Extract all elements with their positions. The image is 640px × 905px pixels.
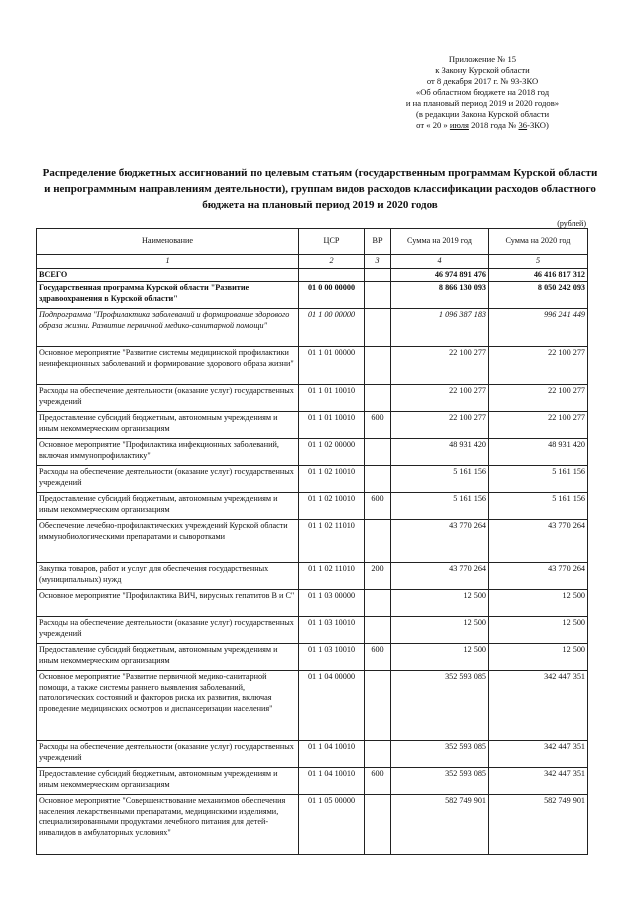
row-sum-2020: 996 241 449 xyxy=(489,309,588,347)
appendix-date-suffix: -ЗКО) xyxy=(527,120,549,130)
header-vr: ВР xyxy=(365,229,391,255)
row-name: Предоставление субсидий бюджетным, автономным учреждениям и иным некоммерческим организациям xyxy=(37,412,299,439)
appendix-line-6: (в редакции Закона Курской области xyxy=(415,109,550,119)
row-name: Расходы на обеспечение деятельности (оказание услуг) государственных учреждений xyxy=(37,617,299,644)
table-row xyxy=(37,493,588,520)
table-row xyxy=(37,795,588,855)
row-sum-2020: 46 416 817 312 xyxy=(489,268,588,282)
row-name: Основное мероприятие "Развитие первичной медико-санитарной помощи, а также системы раннего выявления заболеваний, патологических состояний и факторов риска их развития, включая проведение медицинских осмотров и диспансеризации населения" xyxy=(37,671,299,741)
row-vr xyxy=(365,309,391,347)
row-csr: 01 1 00 00000 xyxy=(299,309,365,347)
row-sum-2019: 46 974 891 476 xyxy=(391,268,489,282)
appendix-line-5: и на плановый период 2019 и 2020 годов» xyxy=(405,98,560,108)
units-label: (рублей) xyxy=(557,219,586,228)
row-name: Основное мероприятие "Профилактика ВИЧ, вирусных гепатитов В и С" xyxy=(37,590,299,617)
row-sum-2020: 22 100 277 xyxy=(489,412,588,439)
header-csr: ЦСР xyxy=(299,229,365,255)
row-csr: 01 1 03 10010 xyxy=(299,617,365,644)
table-row xyxy=(37,671,588,741)
appendix-line-1: Приложение № 15 xyxy=(448,54,517,64)
row-sum-2019: 5 161 156 xyxy=(391,493,489,520)
table-row xyxy=(37,520,588,563)
row-sum-2019: 352 593 085 xyxy=(391,671,489,741)
row-sum-2019: 352 593 085 xyxy=(391,768,489,795)
row-name: Основное мероприятие "Совершенствование механизмов обеспечения населения лекарственными препаратами, медицинскими изделиями, специализированными продуктами лечебного питания для детей-инвалидов в амбулаторных условиях" xyxy=(37,795,299,855)
row-vr xyxy=(365,617,391,644)
row-csr: 01 1 01 10010 xyxy=(299,412,365,439)
row-sum-2020: 48 931 420 xyxy=(489,439,588,466)
row-csr: 01 1 01 00000 xyxy=(299,347,365,385)
table-row xyxy=(37,563,588,590)
document-title: Распределение бюджетных ассигнований по целевым статьям (государственным программам Курской области и непрограммным направлениям деятельности), группам видов расходов классификации расходов областного бюджета на плановый период 2019 и 2020 годов xyxy=(42,167,598,211)
appendix-date-mid: 2018 года № xyxy=(471,120,517,130)
table-header-row xyxy=(37,229,588,255)
row-sum-2019: 48 931 420 xyxy=(391,439,489,466)
table-row xyxy=(37,644,588,671)
appendix-block xyxy=(380,54,585,131)
row-vr xyxy=(365,741,391,768)
row-sum-2019: 22 100 277 xyxy=(391,412,489,439)
row-csr: 01 1 03 00000 xyxy=(299,590,365,617)
appendix-line-3: от 8 декабря 2017 г. № 93-ЗКО xyxy=(426,76,539,86)
row-vr xyxy=(365,268,391,282)
appendix-date-prefix: от « 20 » xyxy=(416,120,448,130)
row-vr: 600 xyxy=(365,493,391,520)
row-sum-2019: 352 593 085 xyxy=(391,741,489,768)
row-sum-2020: 22 100 277 xyxy=(489,385,588,412)
row-name: Предоставление субсидий бюджетным, автономным учреждениям и иным некоммерческим организациям xyxy=(37,768,299,795)
row-csr: 01 1 04 00000 xyxy=(299,671,365,741)
column-number: 1 xyxy=(37,255,299,269)
row-name: Предоставление субсидий бюджетным, автономным учреждениям и иным некоммерческим организациям xyxy=(37,493,299,520)
row-name: ВСЕГО xyxy=(37,268,299,282)
row-name: Расходы на обеспечение деятельности (оказание услуг) государственных учреждений xyxy=(37,385,299,412)
row-vr: 200 xyxy=(365,563,391,590)
table-row xyxy=(37,347,588,385)
row-vr xyxy=(365,385,391,412)
row-sum-2019: 12 500 xyxy=(391,590,489,617)
row-csr: 01 1 02 11010 xyxy=(299,563,365,590)
table-row xyxy=(37,385,588,412)
row-sum-2019: 582 749 901 xyxy=(391,795,489,855)
row-sum-2020: 43 770 264 xyxy=(489,563,588,590)
table-row xyxy=(37,268,588,282)
row-csr: 01 1 04 10010 xyxy=(299,768,365,795)
row-sum-2020: 8 050 242 093 xyxy=(489,282,588,309)
row-name: Закупка товаров, работ и услуг для обеспечения государственных (муниципальных) нужд xyxy=(37,563,299,590)
row-sum-2020: 5 161 156 xyxy=(489,493,588,520)
row-name: Основное мероприятие "Профилактика инфекционных заболеваний, включая иммунопрофилактику" xyxy=(37,439,299,466)
row-sum-2019: 5 161 156 xyxy=(391,466,489,493)
row-sum-2020: 12 500 xyxy=(489,617,588,644)
row-sum-2019: 43 770 264 xyxy=(391,520,489,563)
row-sum-2020: 342 447 351 xyxy=(489,768,588,795)
row-csr: 01 1 04 10010 xyxy=(299,741,365,768)
table-row xyxy=(37,412,588,439)
row-sum-2019: 43 770 264 xyxy=(391,563,489,590)
row-sum-2019: 22 100 277 xyxy=(391,347,489,385)
row-name: Основное мероприятие "Развитие системы медицинской профилактики неинфекционных заболеваний и формирование здорового образа жизни" xyxy=(37,347,299,385)
row-vr xyxy=(365,439,391,466)
budget-table xyxy=(36,228,588,855)
table-row xyxy=(37,741,588,768)
row-csr xyxy=(299,268,365,282)
appendix-line-2: к Закону Курской области xyxy=(435,65,530,75)
row-csr: 01 1 02 10010 xyxy=(299,493,365,520)
table-row xyxy=(37,590,588,617)
row-sum-2019: 12 500 xyxy=(391,644,489,671)
appendix-month: июля xyxy=(449,120,469,130)
row-vr xyxy=(365,520,391,563)
table-row xyxy=(37,439,588,466)
row-csr: 01 1 05 00000 xyxy=(299,795,365,855)
table-row xyxy=(37,768,588,795)
row-vr: 600 xyxy=(365,412,391,439)
table-row xyxy=(37,282,588,309)
column-number: 5 xyxy=(489,255,588,269)
table-row xyxy=(37,309,588,347)
row-vr xyxy=(365,590,391,617)
row-vr xyxy=(365,282,391,309)
appendix-law-number: 36 xyxy=(518,120,528,130)
row-name: Расходы на обеспечение деятельности (оказание услуг) государственных учреждений xyxy=(37,741,299,768)
row-sum-2020: 12 500 xyxy=(489,590,588,617)
row-sum-2020: 582 749 901 xyxy=(489,795,588,855)
row-sum-2020: 43 770 264 xyxy=(489,520,588,563)
row-sum-2019: 1 096 387 183 xyxy=(391,309,489,347)
row-vr xyxy=(365,466,391,493)
row-sum-2020: 342 447 351 xyxy=(489,741,588,768)
row-vr xyxy=(365,671,391,741)
row-name: Подпрограмма "Профилактика заболеваний и формирование здорового образа жизни. Развитие первичной медико-санитарной помощи" xyxy=(37,309,299,347)
column-number: 2 xyxy=(299,255,365,269)
row-vr: 600 xyxy=(365,644,391,671)
row-vr: 600 xyxy=(365,768,391,795)
row-name: Обеспечение лечебно-профилактических учреждений Курской области иммунобиологическими препаратами и сыворотками xyxy=(37,520,299,563)
row-csr: 01 1 03 10010 xyxy=(299,644,365,671)
row-sum-2020: 22 100 277 xyxy=(489,347,588,385)
row-vr xyxy=(365,347,391,385)
column-number: 3 xyxy=(365,255,391,269)
row-csr: 01 0 00 00000 xyxy=(299,282,365,309)
row-name: Предоставление субсидий бюджетным, автономным учреждениям и иным некоммерческим организациям xyxy=(37,644,299,671)
appendix-line-7 xyxy=(380,120,585,131)
row-csr: 01 1 02 11010 xyxy=(299,520,365,563)
column-number-row xyxy=(37,255,588,269)
row-sum-2019: 12 500 xyxy=(391,617,489,644)
row-sum-2020: 12 500 xyxy=(489,644,588,671)
row-sum-2019: 8 866 130 093 xyxy=(391,282,489,309)
header-name: Наименование xyxy=(37,229,299,255)
row-sum-2020: 342 447 351 xyxy=(489,671,588,741)
header-sum-2019: Сумма на 2019 год xyxy=(391,229,489,255)
table-row xyxy=(37,466,588,493)
column-number: 4 xyxy=(391,255,489,269)
row-vr xyxy=(365,795,391,855)
row-name: Государственная программа Курской области "Развитие здравоохранения в Курской области" xyxy=(37,282,299,309)
table-row xyxy=(37,617,588,644)
row-sum-2020: 5 161 156 xyxy=(489,466,588,493)
row-sum-2019: 22 100 277 xyxy=(391,385,489,412)
header-sum-2020: Сумма на 2020 год xyxy=(489,229,588,255)
row-csr: 01 1 02 00000 xyxy=(299,439,365,466)
appendix-line-4: «Об областном бюджете на 2018 год xyxy=(415,87,550,97)
row-csr: 01 1 02 10010 xyxy=(299,466,365,493)
row-csr: 01 1 01 10010 xyxy=(299,385,365,412)
row-name: Расходы на обеспечение деятельности (оказание услуг) государственных учреждений xyxy=(37,466,299,493)
